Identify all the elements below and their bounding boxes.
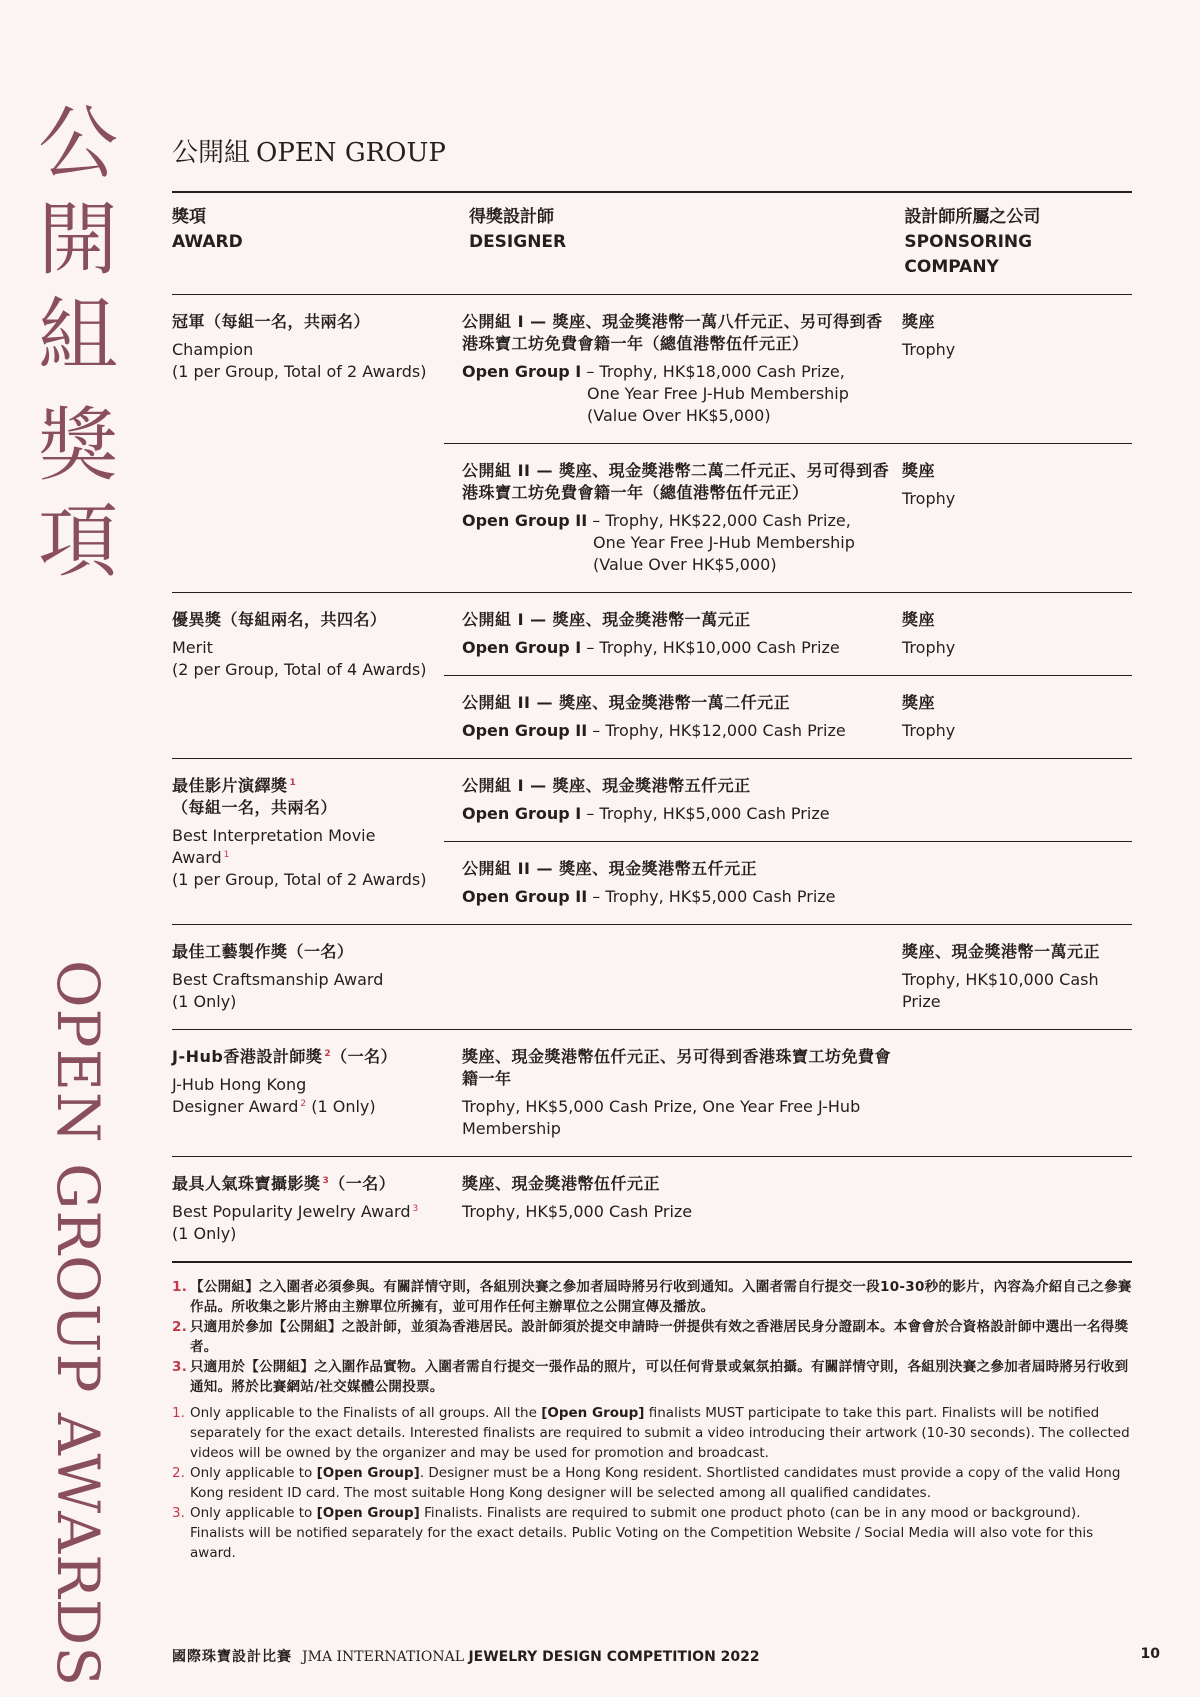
footer-en-title: JEWELRY DESIGN COMPETITION 2022	[468, 1649, 760, 1665]
award-group-craftsmanship	[172, 925, 1132, 1030]
footnote-item: 2. 只適用於參加【公開組】之設計師，並須為香港居民。設計師須於提交申請時一併提供有效之香港居民身分證副本。本會會於合資格設計師中選出一名得獎者。	[172, 1319, 1129, 1355]
award-group-merit	[172, 593, 1132, 759]
header-designer: 得獎設計師 DESIGNER	[468, 207, 567, 252]
awards-content	[172, 132, 1132, 1563]
page-footer	[172, 1646, 760, 1666]
footnotes-en	[172, 1403, 1132, 1563]
side-char: 組	[38, 289, 118, 382]
award-group-popularity	[172, 1157, 1132, 1263]
table-row: 公開組 I — 獎座、現金獎港幣一萬八仟元正、另可得到香港珠寶工坊免費會籍一年（總值港幣伍仟元正） Open Group I – Trophy, HK$18,000 Cash Prize, One Year Free J-Hub Membership (Value Over HK$5,000) 獎座 Trophy	[444, 295, 1132, 444]
footnote-item: 3. Only applicable to [Open Group] Finalists. Finalists are required to submit one product photo (can be in any mood or background). Finalists will be notified separately for the exact details. Public Voting on the Competition Website / Social Media will also vote for this award.	[172, 1505, 1094, 1561]
footnote-item: 1. Only applicable to the Finalists of all groups. All the [Open Group] finalists MUST participate to take this part. Finalists will be notified separately for the exact details. Interested finalists are required to submit a video introducing their artwork (10-30 seconds). The collected videos will be owned by the organizer and may be used for promotion and broadcast.	[172, 1405, 1130, 1461]
footnotes-zh	[172, 1277, 1132, 1397]
side-title-en: OPEN GROUP AWARDS	[44, 960, 112, 1688]
side-char: 項	[38, 495, 118, 588]
award-name: 最具人氣珠寶攝影獎 $^3$（一名） Best Popularity Jewelry Award $^3$ (1 Only)	[172, 1174, 419, 1243]
award-group-jhub	[172, 1030, 1132, 1157]
section-title-en: OPEN GROUP	[256, 138, 446, 168]
footnotes	[172, 1277, 1132, 1563]
side-char: 開	[38, 193, 118, 286]
footnote-item: 2. Only applicable to [Open Group]. Designer must be a Hong Kong resident. Shortlisted candidates must provide a copy of the valid Hong Kong resident ID card. The most suitable Hong Kong designer will be selected among all qualified candidates.	[172, 1465, 1121, 1501]
table-row: 公開組 I — 獎座、現金獎港幣一萬元正 Open Group I – Trophy, HK$10,000 Cash Prize 獎座 Trophy	[444, 593, 1132, 676]
table-row: 公開組 II — 獎座、現金獎港幣五仟元正 Open Group II – Trophy, HK$5,000 Cash Prize	[462, 859, 836, 906]
award-name: 最佳工藝製作獎（一名） Best Craftsmanship Award (1 Only)	[172, 942, 384, 1011]
footnote-item: 1. 【公開組】之入圍者必須參與。有關詳情守則，各組別決賽之參加者屆時將另行收到通知。入圍者需自行提交一段10-30秒的影片，內容為介紹自己之參賽作品。所收集之影片將由主辦單位所擁有，並可用作任何主辦單位之公開宣傳及播放。	[172, 1279, 1132, 1315]
footer-zh: 國際珠寶設計比賽	[172, 1649, 292, 1665]
award-group-champion	[172, 295, 1132, 593]
table-row: 公開組 I — 獎座、現金獎港幣五仟元正 Open Group I – Trophy, HK$5,000 Cash Prize	[444, 759, 1132, 842]
award-name: J-Hub香港設計師獎 $^2$（一名） J-Hub Hong Kong Designer Award $^2$ (1 Only)	[172, 1047, 398, 1116]
award-name: 冠軍（每組一名，共兩名） Champion (1 per Group, Total of 2 Awards)	[172, 312, 427, 381]
award-name: 最佳影片演繹獎 $^1$ （每組一名，共兩名） Best Interpretation Movie Award $^1$ (1 per Group, Total of 2 Awards)	[172, 776, 427, 889]
section-title-zh: 公開組	[172, 138, 251, 168]
table-row: 公開組 II — 獎座、現金獎港幣二萬二仟元正、另可得到香港珠寶工坊免費會籍一年（總值港幣伍仟元正） Open Group II – Trophy, HK$22,000 Cash Prize, One Year Free J-Hub Membership (Value Over HK$5,000) 獎座 Trophy	[462, 461, 956, 574]
header-company: 設計師所屬之公司 SPONSORING COMPANY	[904, 207, 1041, 277]
header-award: 獎項 AWARD	[172, 207, 243, 252]
award-name: 優異獎（每組兩名，共四名） Merit (2 per Group, Total of 4 Awards)	[172, 610, 427, 679]
table-header	[172, 193, 1132, 295]
side-char: 獎	[38, 399, 118, 492]
table-row: 獎座、現金獎港幣伍仟元正 Trophy, HK$5,000 Cash Prize	[462, 1174, 693, 1221]
side-char: 公	[38, 97, 118, 190]
section-title	[172, 132, 1132, 169]
table-row: 獎座、現金獎港幣伍仟元正、另可得到香港珠寶工坊免費會籍一年 Trophy, HK$5,000 Cash Prize, One Year Free J-Hub Membership	[462, 1047, 892, 1138]
award-group-movie	[172, 759, 1132, 925]
table-row: 公開組 II — 獎座、現金獎港幣一萬二仟元正 Open Group II – Trophy, HK$12,000 Cash Prize 獎座 Trophy	[462, 693, 956, 740]
footer-en-org: JMA INTERNATIONAL	[302, 1649, 469, 1665]
footnote-item: 3. 只適用於【公開組】之入圍作品實物。入圍者需自行提交一張作品的照片，可以任何背景或氣氛拍攝。有關詳情守則，各組別決賽之參加者屆時將另行收到通知。將於比賽網站/社交媒體公開投票。	[172, 1359, 1129, 1395]
page-number: 10	[1140, 1646, 1160, 1662]
table-row: 獎座、現金獎港幣一萬元正 Trophy, HK$10,000 Cash Prize	[902, 942, 1101, 1011]
side-title-zh	[36, 96, 120, 590]
